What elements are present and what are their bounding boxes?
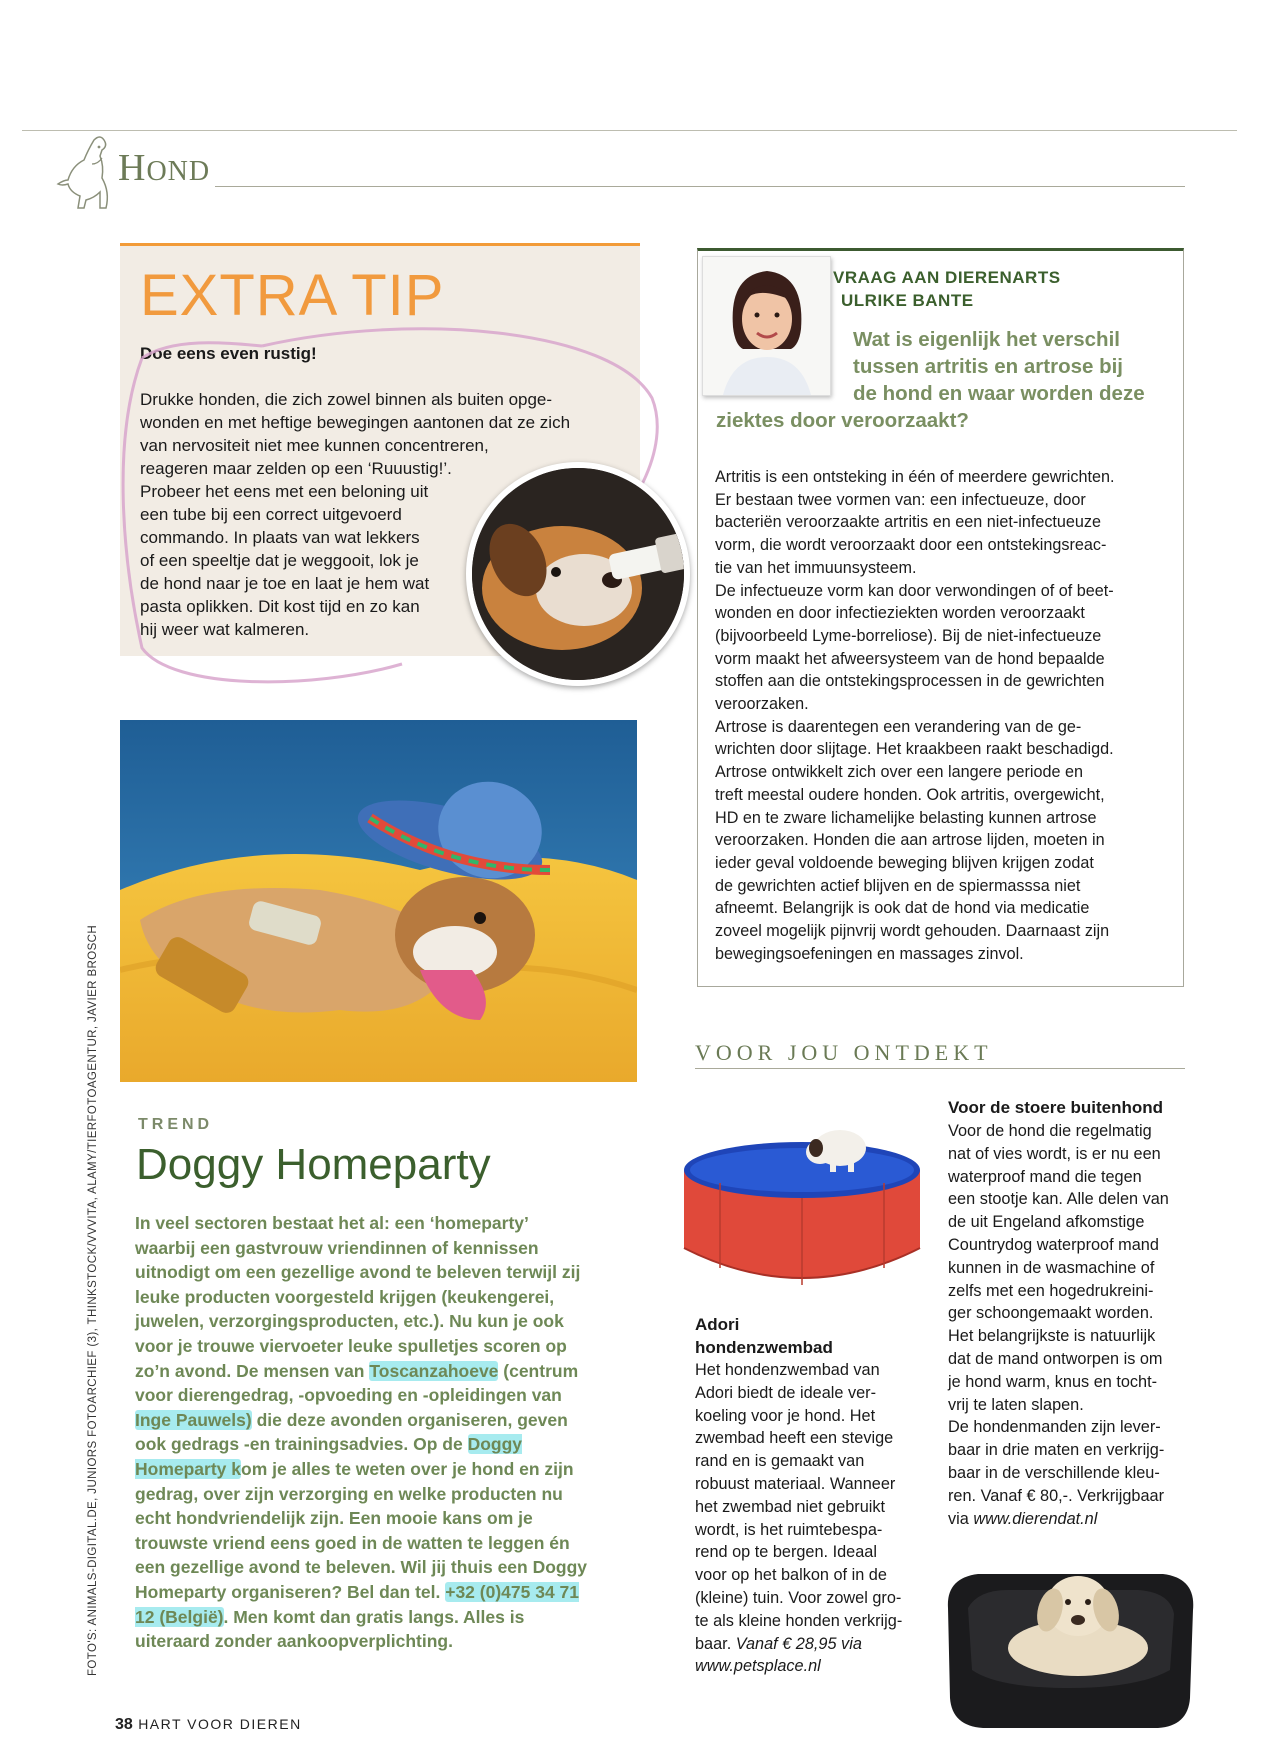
trend-text-segment: om je alles te weten over je hond en zijn gedrag, over zijn verzorging en welke producten nu echt hondvriendelijk zijn. Een mooie kans om je trouwste vriend eens goed in de watten te leggen én een gezellige avond te beleven. Wil jij thuis een Doggy Homeparty organiseren? Bel dan tel. [135, 1458, 588, 1602]
pool-price: Vanaf € 28,95 via [735, 1634, 862, 1653]
pool-text-line [695, 1633, 935, 1656]
pool-text-line: rand en is gemaakt van [695, 1452, 865, 1471]
highlight-phone-number: +32 (0)475 34 71 12 (België) [135, 1581, 580, 1627]
vet-question-line: Wat is eigenlijk het verschil [853, 328, 1120, 351]
vet-answer-line: veroorzaken. [715, 695, 809, 714]
top-rule [22, 130, 1237, 131]
vet-answer-line: vorm maakt het afweersysteem van de hond bepaalde [715, 649, 1105, 668]
pool-title-line: hondenzwembad [695, 1338, 833, 1357]
bed-text-line: ger schoongemaakt worden. [948, 1304, 1154, 1323]
vet-answer-line: HD en te zware lichamelijke belasting kunnen artrose [715, 808, 1097, 827]
pool-text-line: te als kleine honden verkrijg- [695, 1611, 903, 1630]
pool-text-line: Adori biedt de ideale ver- [695, 1383, 877, 1402]
header-rule [215, 186, 1185, 187]
page-footer [115, 1716, 302, 1734]
tip-line: een tube bij een correct uitgevoerd [140, 505, 402, 524]
section-initial: H [118, 147, 147, 189]
pool-text-line: (kleine) tuin. Voor zowel gro- [695, 1588, 902, 1607]
pool-text-line [695, 1655, 935, 1678]
bed-text-line: ren. Vanaf € 80,-. Verkrijgbaar [948, 1486, 1164, 1505]
dog-pool-photo [680, 1108, 925, 1298]
pool-text-line: het zwembad niet gebruikt [695, 1497, 886, 1516]
section-title [118, 146, 210, 190]
bed-text-line: dat de mand ontworpen is om [948, 1349, 1163, 1368]
pool-url: www.petsplace.nl [695, 1657, 821, 1676]
vet-answer-line: Artrose is daarentegen een verandering van de ge- [715, 717, 1082, 736]
bed-text-line: baar in de verschillende kleu- [948, 1463, 1160, 1482]
vet-answer-line: stoffen aan die ontstekingsprocessen in de gewrichten [715, 672, 1105, 691]
bed-url: www.dierendat.nl [973, 1509, 1098, 1528]
discover-heading: VOOR JOU ONTDEKT [695, 1040, 993, 1065]
bed-text-line: Voor de hond die regelmatig [948, 1122, 1152, 1140]
trend-text [135, 1211, 590, 1654]
vet-label-line: VRAAG AAN DIERENARTS [833, 268, 1061, 287]
pool-text-line: zwembad heeft een stevige [695, 1429, 894, 1448]
vet-answer-line: bewegingsoefeningen en massages zinvol. [715, 944, 1024, 963]
vet-answer-line: de gewrichten actief blijven en de spiermasssa niet [715, 876, 1081, 895]
tip-line: wonden en met heftige bewegingen aantonen dat ze zich [140, 413, 571, 432]
bed-text-line: baar in drie maten en verkrijg- [948, 1441, 1165, 1460]
dog-logo-icon [44, 132, 118, 212]
highlight-inge-pauwels: Inge Pauwels) [135, 1409, 252, 1430]
bed-text-line: vrij te laten slapen. [948, 1395, 1084, 1414]
vet-answer-line: ieder geval voldoende beweging blijven krijgen zodat [715, 853, 1094, 872]
pool-title-line: Adori [695, 1315, 740, 1334]
pool-text-line: wordt, is het ruimtebespa- [695, 1520, 883, 1539]
trend-text-segment: die deze avonden organiseren, geven ook gedrags -en trainingsadvies. Op de [135, 1409, 568, 1455]
highlight-toscanzahoeve: Toscanzahoeve [369, 1360, 499, 1381]
pool-text-end: baar. [695, 1634, 732, 1653]
dog-tube-photo [466, 462, 690, 686]
highlight-doggy-homeparty: Doggy Homeparty k [135, 1434, 523, 1479]
bed-text-line: de uit Engeland afkomstige [948, 1213, 1145, 1232]
vet-answer-line: vorm, die wordt veroorzaakt door een ontstekingsreac- [715, 536, 1107, 555]
vet-answer-line: bacteriën veroorzaakte artritis en een niet-infectueuze [715, 513, 1102, 532]
trend-text-segment: In veel sectoren bestaat het al: een ‘homeparty’ waarbij een gastvrouw vriendinnen of kennissen uitnodigt om een gezellige avond te beleven terwijl zij leuke producten voorgesteld krijgen (keukengerei, juwelen, verzorgingsproducten, etc.). Nu kun je ook voor je trouwe viervoeter leuke spulletjes scoren op zo’n avond. De mensen van [135, 1213, 581, 1381]
sombrero-dog-photo [120, 720, 637, 1082]
extra-tip-title: EXTRA TIP [140, 263, 445, 328]
tip-line: Drukke honden, die zich zowel binnen als buiten opge- [140, 390, 553, 409]
pool-title [695, 1313, 833, 1359]
photo-credit: FOTO'S: ANIMALS-DIGITAL.DE, JUNIORS FOTOARCHIEF (3), THINKSTOCK/VVVITA, ALAMY/TIERFOTOAGENTUR, JAVIER BROSCH [87, 924, 99, 1676]
bed-text-line: De hondenmanden zijn lever- [948, 1418, 1161, 1437]
trend-text-segment: (centrum voor dierengedrag, -opvoeding en -opleidingen van [135, 1360, 579, 1406]
vet-answer-line: wrichten door slijtage. Het kraakbeen raakt beschadigd. [715, 740, 1114, 759]
magazine-name: HART VOOR DIEREN [138, 1716, 302, 1732]
pool-text-line: robuust materiaal. Wanneer [695, 1474, 896, 1493]
vet-answer-line: De infectueuze vorm kan door verwondingen of of beet- [715, 581, 1114, 600]
pool-text-line: voor op het balkon of in de [695, 1566, 887, 1585]
bed-text-line [948, 1508, 1190, 1531]
section-rest: OND [146, 156, 211, 187]
tip-line: Probeer het eens met een beloning uit [140, 482, 429, 501]
vet-label [833, 266, 1061, 312]
vet-answer-line: wonden en door infectieziekten worden veroorzaakt [715, 604, 1085, 623]
bed-text-line: een stootje kan. Alle delen van [948, 1190, 1169, 1209]
bed-text [948, 1120, 1190, 1530]
vet-question-line: de hond en waar worden deze [853, 382, 1145, 405]
vet-answer-line: afneemt. Belangrijk is ook dat de hond via medicatie [715, 899, 1090, 918]
bed-text-line: waterproof mand die tegen [948, 1167, 1142, 1186]
bed-text-line: je hond warm, knus en tocht- [948, 1372, 1158, 1391]
vet-answer-line: tie van het immuunsysteem. [715, 558, 917, 577]
vet-question [716, 326, 1176, 434]
pool-text-line: Het hondenzwembad van [695, 1361, 880, 1379]
bed-text-line: kunnen in de wasmachine of [948, 1258, 1155, 1277]
vet-answer-line: Er bestaan twee vormen van: een infectueuze, door [715, 490, 1086, 509]
vet-answer-line: zoveel mogelijk pijnvrij wordt gehouden. Daarnaast zijn [715, 922, 1110, 941]
discover-rule [695, 1068, 1185, 1069]
vet-answer [715, 466, 1175, 965]
vet-answer-line: treft meestal oudere honden. Ook artritis, overgewicht, [715, 785, 1105, 804]
vet-question-line: ziektes door veroorzaakt? [716, 409, 969, 432]
bed-via: via [948, 1509, 969, 1528]
page-number: 38 [115, 1716, 133, 1733]
pool-text [695, 1359, 935, 1678]
tip-line: pasta oplikken. Dit kost tijd en zo kan [140, 597, 420, 616]
tip-line: commando. In plaats van wat lekkers [140, 528, 420, 547]
bed-text-line: Countrydog waterproof mand [948, 1235, 1159, 1254]
trend-title: Doggy Homeparty [136, 1140, 491, 1189]
bed-title: Voor de stoere buitenhond [948, 1098, 1164, 1117]
vet-answer-line: (bijvoorbeeld Lyme-borreliose). Bij de niet-infectueuze [715, 626, 1102, 645]
vet-answer-line: Artrose ontwikkelt zich over een langere periode en [715, 763, 1084, 782]
pool-text-line: koeling voor je hond. Het [695, 1406, 876, 1425]
trend-text-segment: . Men komt dan gratis langs. Alles is uiteraard zonder aankoopverplichting. [135, 1606, 525, 1652]
vet-question-line: tussen artritis en artrose bij [853, 355, 1124, 378]
tip-line: hij weer wat kalmeren. [140, 620, 310, 639]
dog-bed-photo [938, 1548, 1203, 1733]
tip-line: reageren maar zelden op een ‘Ruuustig!’. [140, 459, 452, 478]
tip-line: van nervositeit niet mee kunnen concentreren, [140, 436, 489, 455]
bed-text-line: zelfs met een hogedrukreini- [948, 1281, 1154, 1300]
bed-text-line: Het belangrijkste is natuurlijk [948, 1327, 1156, 1346]
vet-answer-line: Artritis is een ontsteking in één of meerdere gewrichten. [715, 468, 1115, 486]
trend-label: TREND [138, 1116, 214, 1133]
tip-line: de hond naar je toe en laat je hem wat [140, 574, 430, 593]
pool-text-line: rend op te bergen. Ideaal [695, 1543, 877, 1562]
vet-name: ULRIKE BANTE [841, 291, 974, 310]
tip-line: of een speeltje dat je weggooit, lok je [140, 551, 419, 570]
bed-text-line: nat of vies wordt, is er nu een [948, 1144, 1161, 1163]
extra-tip-subtitle: Doe eens even rustig! [140, 344, 317, 363]
vet-answer-line: veroorzaken. Honden die aan artrose lijden, moeten in [715, 831, 1105, 850]
